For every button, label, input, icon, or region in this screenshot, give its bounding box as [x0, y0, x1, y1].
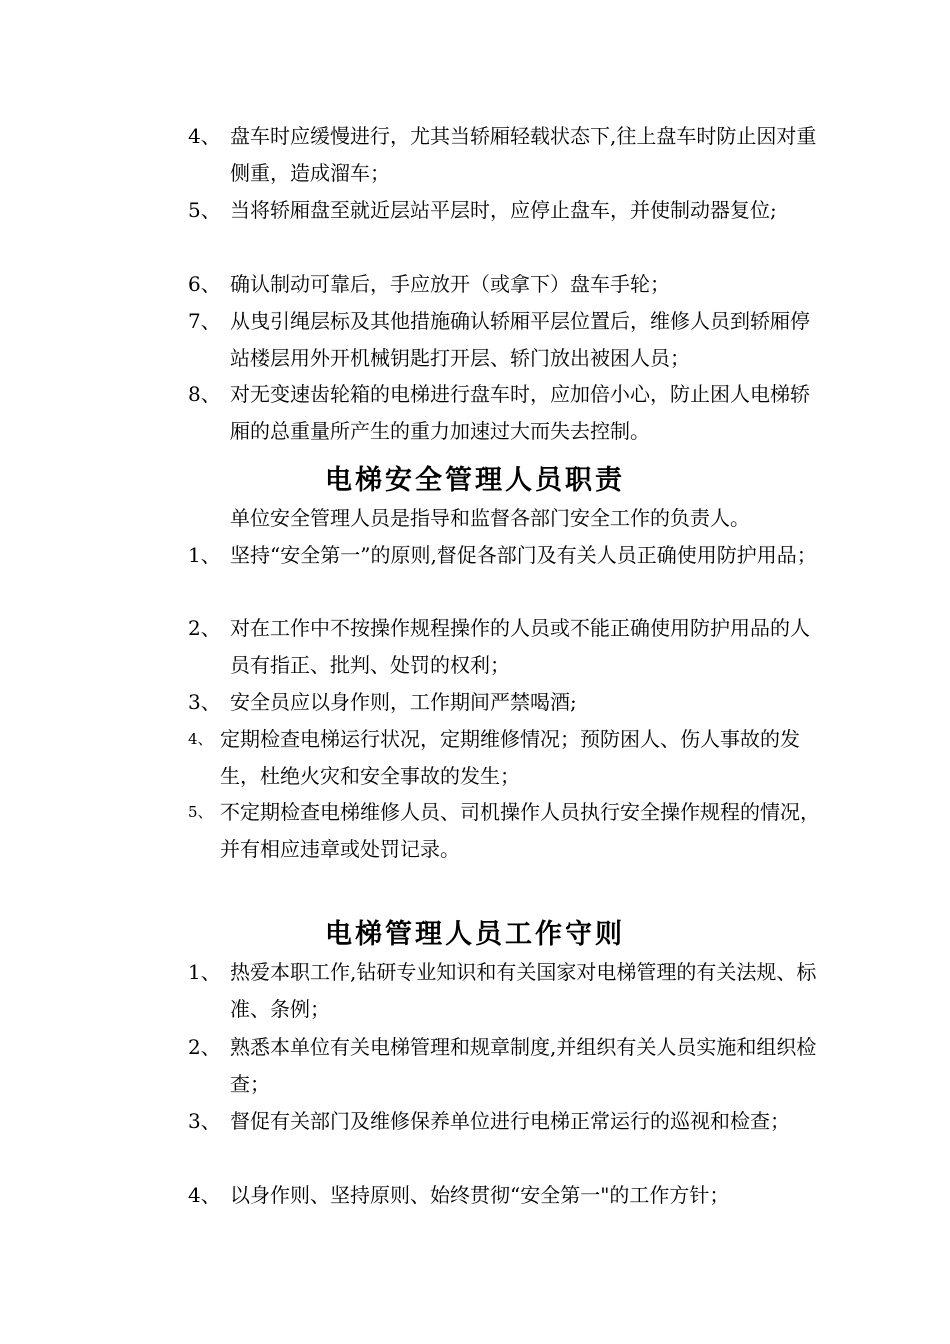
list-item-text: 盘车时应缓慢进行，尤其当轿厢轻载状态下,往上盘车时防止因对重侧重，造成溜车；: [230, 124, 817, 185]
list-item-number: 2、: [188, 1035, 221, 1059]
list-item-number: 4、: [188, 124, 221, 148]
list-item-number: 3、: [188, 1109, 221, 1133]
list-item-number: 4、: [188, 730, 213, 748]
list-item-number: 8、: [188, 382, 221, 406]
section-title: 电梯安全管理人员职责: [325, 465, 625, 496]
list-item-text: 坚持“安全第一”的原则,督促各部门及有关人员正确使用防护用品；: [230, 543, 817, 567]
list-item: [188, 1177, 828, 1214]
list-item: [188, 303, 828, 377]
list-item-text: 确认制动可靠后，手应放开（或拿下）盘车手轮；: [230, 272, 670, 296]
list-item-number: 5、: [188, 803, 213, 821]
section-intro: 单位安全管理人员是指导和监督各部门安全工作的负责人。: [230, 506, 750, 530]
list-item-text: 热爱本职工作,钻研专业知识和有关国家对电梯管理的有关法规、标准、条例；: [230, 960, 817, 1021]
list-item-text: 当将轿厢盘至就近层站平层时，应停止盘车，并使制动器复位;: [230, 198, 777, 222]
list-item-number: 4、: [188, 1183, 221, 1207]
list-item: [188, 1029, 828, 1103]
list-item: [188, 610, 828, 684]
list-item-number: 7、: [188, 309, 221, 333]
list-item-text: 定期检查电梯运行状况，定期维修情况；预防困人、伤人事故的发生，杜绝火灾和安全事故的发生；: [220, 727, 800, 788]
list-item-text: 对在工作中不按操作规程操作的人员或不能正确使用防护用品的人员有指正、批判、处罚的权利；: [230, 616, 810, 677]
list-item-text: 督促有关部门及维修保养单位进行电梯正常运行的巡视和检查；: [230, 1109, 790, 1133]
list-item: [188, 192, 828, 229]
list-item-number: 5、: [188, 198, 221, 222]
list-item-text: 从曳引绳层标及其他措施确认轿厢平层位置后，维修人员到轿厢停站楼层用外开机械钥匙打开层、轿门放出被困人员；: [230, 309, 810, 370]
list-item-text: 以身作则、坚持原则、始终贯彻“安全第一"的工作方针；: [230, 1183, 730, 1207]
list-item: [188, 118, 828, 192]
list-item: [188, 1103, 828, 1140]
list-item: [188, 721, 828, 795]
list-item-number: 2、: [188, 616, 221, 640]
section-title: 电梯管理人员工作守则: [325, 919, 625, 950]
list-item: [188, 266, 828, 303]
list-item: [188, 954, 828, 1028]
list-item-number: 3、: [188, 690, 221, 714]
list-item-text: 对无变速齿轮箱的电梯进行盘车时，应加倍小心，防止困人电梯轿厢的总重量所产生的重力加速过大而失去控制。: [230, 382, 810, 443]
list-item: [188, 376, 828, 450]
list-item: [188, 684, 828, 721]
list-item-text: 熟悉本单位有关电梯管理和规章制度,并组织有关人员实施和组织检查；: [230, 1035, 817, 1096]
list-item-text: 安全员应以身作则，工作期间严禁喝酒;: [230, 690, 577, 714]
list-item-number: 1、: [188, 960, 221, 984]
list-item-number: 6、: [188, 272, 221, 296]
list-item-text: 不定期检查电梯维修人员、司机操作人员执行安全操作规程的情况，并有相应违章或处罚记录。: [220, 800, 820, 861]
list-item: [188, 537, 828, 574]
list-item: [188, 794, 828, 868]
list-item-number: 1、: [188, 543, 221, 567]
